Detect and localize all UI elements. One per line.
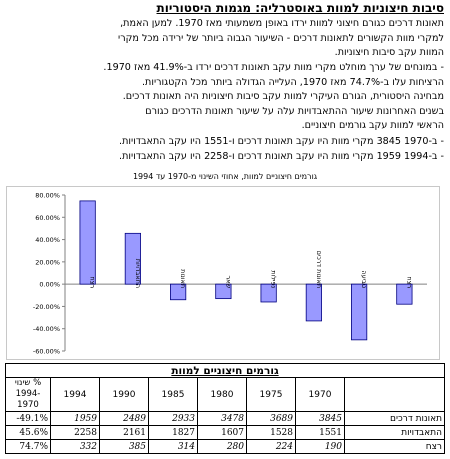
row-label: רצח: [345, 440, 445, 454]
year-header: 1980: [198, 378, 247, 412]
text-line: - ב-1994 1959 מקרי מוות היו עקב תאונות דרכים ו-2258 היו עקב התאבדויות.: [119, 151, 444, 162]
x-category-label: שאר: [224, 275, 233, 289]
x-category-label: תאונות דרכים: [314, 250, 323, 289]
x-category-label: נפילות: [269, 270, 278, 289]
table-row: [6, 426, 445, 440]
row-label: תאונות דרכים: [345, 412, 445, 426]
value-cell: 190: [296, 440, 345, 454]
year-header: 1970: [296, 378, 345, 412]
y-tick-label: -40.00%: [32, 325, 60, 334]
value-cell: 2489: [100, 412, 149, 426]
x-category-label: טביעה: [360, 270, 369, 289]
change-cell: 74.7%: [6, 440, 51, 454]
paragraph-1: [4, 17, 444, 61]
value-cell: 1528: [247, 426, 296, 440]
row-label-header: [345, 378, 445, 412]
value-cell: 3845: [296, 412, 345, 426]
table-row: [6, 440, 445, 454]
value-cell: 385: [100, 440, 149, 454]
chart: [0, 168, 450, 363]
y-tick-label: 60.00%: [35, 213, 60, 222]
value-cell: 314: [149, 440, 198, 454]
value-cell: 3689: [247, 412, 296, 426]
text-line: בשנים האחרונות שיעור ההתאבדויות עלה על שיעור תאונות הדרכים כגורם: [145, 105, 444, 117]
page-title: סיבות חיצוניות למוות באוסטרליה: מגמות היסטוריות: [156, 1, 444, 15]
text-line: מבחינה היסטורית, הגורם העיקרי למוות עקב סיבות חיצוניות היה תאונות דרכים.: [122, 91, 444, 103]
text-line: הרציחות עלו ב-74.7% מאז 1970, העלייה הגדולה ביותר מכל הקטגוריות.: [142, 76, 444, 88]
value-cell: 1959: [51, 412, 100, 426]
data-table-container: [5, 363, 445, 454]
text-line: למקרי מוות הקשורים לתאונות דרכים - השיעור הגבוה ביותר של ירידה מכל מקרי: [118, 32, 444, 44]
paragraph-2: [4, 61, 444, 134]
year-header: 1990: [100, 378, 149, 412]
value-cell: 2258: [51, 426, 100, 440]
chart-bar: [351, 284, 366, 340]
value-cell: 332: [51, 440, 100, 454]
x-category-label: התאבדויות: [133, 258, 142, 289]
value-cell: 1551: [296, 426, 345, 440]
row-label: התאבדויות: [345, 426, 445, 440]
chart-frame: [6, 186, 440, 360]
x-category-label: תאונות: [179, 269, 188, 289]
paragraph-3: [4, 135, 444, 150]
value-cell: 2161: [100, 426, 149, 440]
chart-title: גורמים חיצוניים למוות, אחוזי השינוי מ-1970 עד 1994: [132, 172, 318, 181]
year-header: 1994: [51, 378, 100, 412]
value-cell: 3478: [198, 412, 247, 426]
change-cell: -49.1%: [6, 412, 51, 426]
table-heading-row: [6, 364, 445, 378]
year-header: 1975: [247, 378, 296, 412]
y-tick-label: 0.00%: [39, 280, 60, 289]
y-tick-label: 20.00%: [35, 258, 60, 267]
year-header: 1985: [149, 378, 198, 412]
value-cell: 1607: [198, 426, 247, 440]
y-tick-label: -60.00%: [32, 347, 60, 356]
change-header: % שינוי 1994-1970: [6, 378, 51, 412]
table-header-row: [6, 378, 445, 412]
text-line: הראשי למוות עקב גורמים חיצוניים.: [301, 120, 444, 132]
chart-svg: [7, 187, 439, 359]
chart-bar: [80, 201, 95, 284]
value-cell: 280: [198, 440, 247, 454]
x-category-label: רצח: [88, 276, 97, 289]
paragraph-4: [4, 150, 444, 165]
text-line: תאונות דרכים כגורם חיצוני למוות ירדו באופן משמעותי מאז 1970. למען האמת,: [120, 18, 444, 29]
value-cell: 224: [247, 440, 296, 454]
y-tick-label: 80.00%: [35, 191, 60, 200]
text-line: המוות עקב סיבות חיצוניות.: [334, 47, 444, 59]
chart-bar: [306, 284, 321, 321]
y-tick-label: 40.00%: [35, 236, 60, 245]
data-table: [5, 363, 445, 454]
change-cell: 45.6%: [6, 426, 51, 440]
text-line: - במונחים של ערך מוחלט מקרי מוות עקב תאונות דרכים ירדו ב-41.9% מאז 1970.: [103, 62, 444, 73]
x-category-label: רצח: [405, 276, 414, 289]
value-cell: 2933: [149, 412, 198, 426]
y-tick-label: -20.00%: [32, 302, 60, 311]
table-row: [6, 412, 445, 426]
value-cell: 1827: [149, 426, 198, 440]
table-heading: גורמים חיצוניים למוות: [6, 364, 445, 378]
text-line: - ב-1970 3845 מקרי מוות היו עקב תאונות דרכים ו-1551 היו עקב התאבדויות.: [119, 136, 444, 147]
